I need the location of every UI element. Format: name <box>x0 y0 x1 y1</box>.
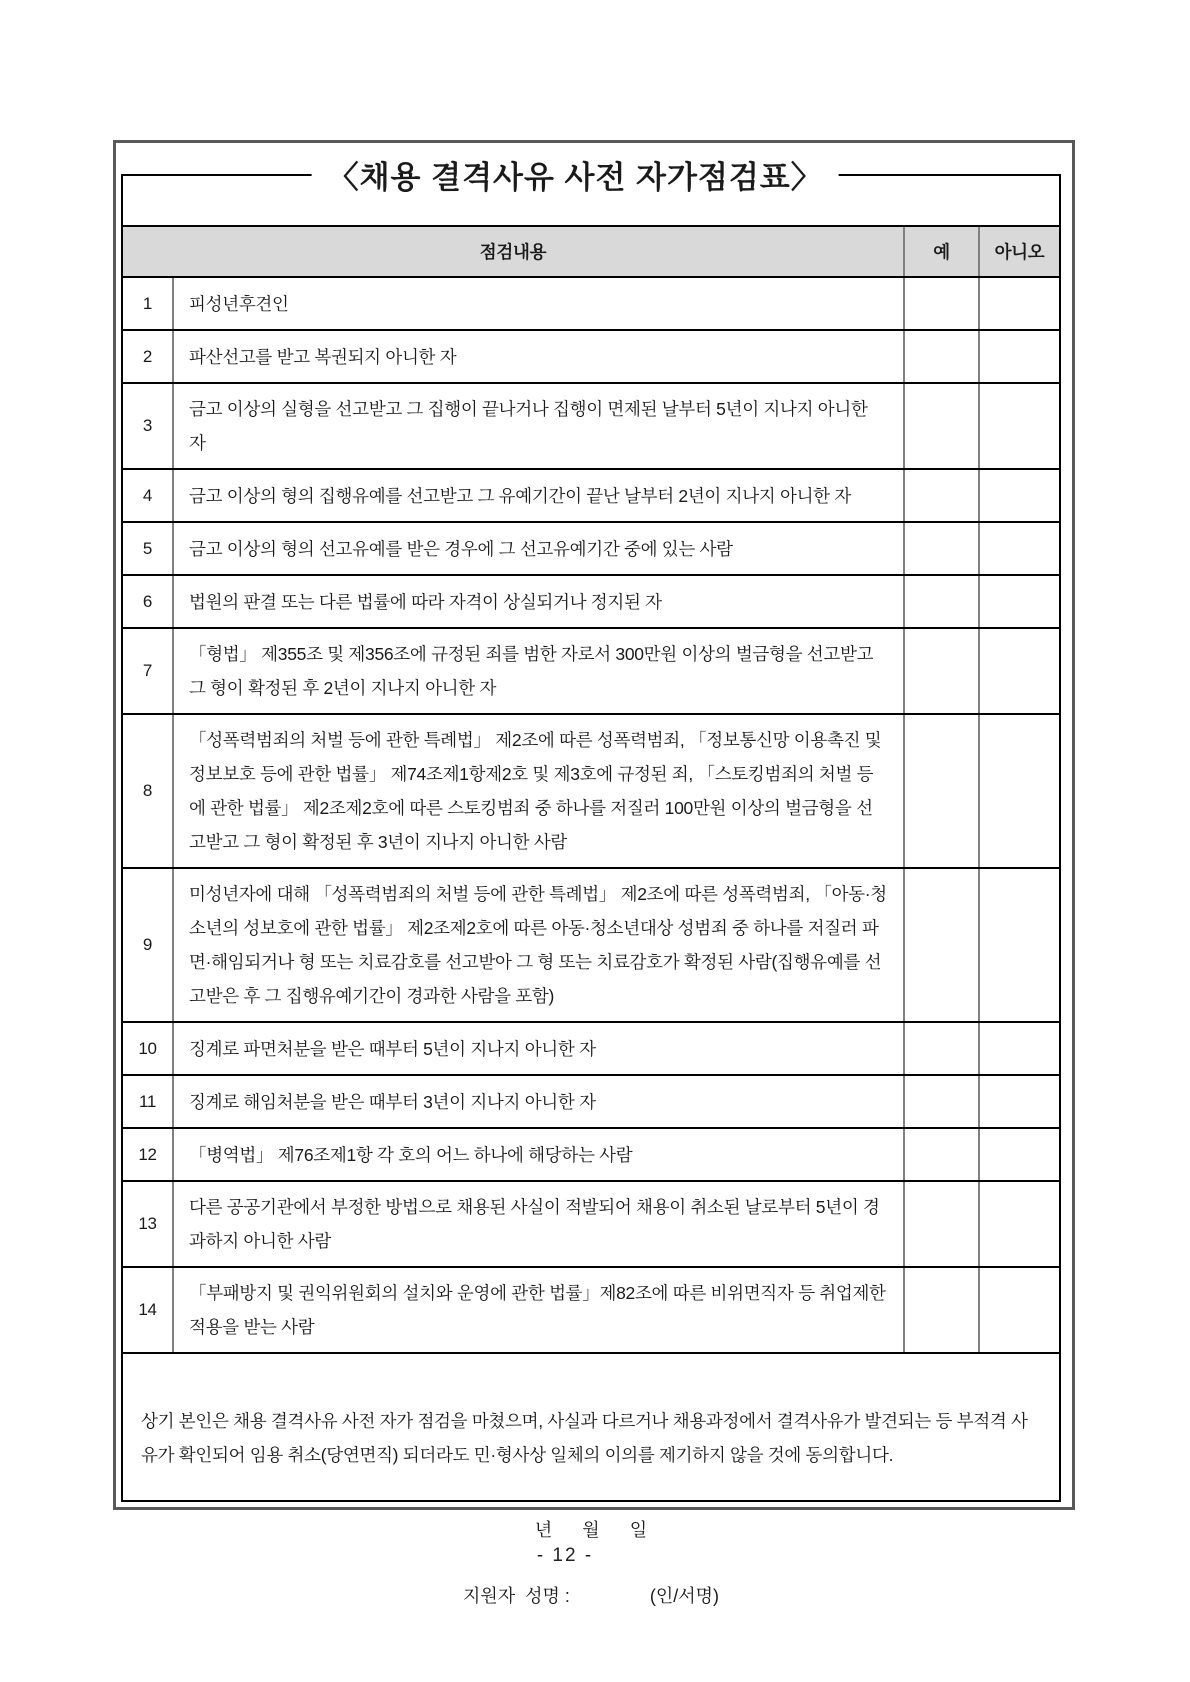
row-content-text: 금고 이상의 형의 선고유예를 받은 경우에 그 선고유예기간 중에 있는 사람 <box>189 538 733 559</box>
row-content-text: 미성년자에 대해 「성폭력범죄의 처벌 등에 관한 특례법」 제2조에 따른 성폭력범죄, 「아동·청소년의 성보호에 관한 법률」 제2조제2호에 따른 아동·청소년대상 성범죄 중 하나를 저질러 파면·해임되거나 형 또는 치료감호를 선고받아 그 형 또는 치료감호가 확정된 사람(집행유예를 선고받은 후 그 집행유예기간이 경과한 사람을 포함) <box>189 884 887 1006</box>
header-no: 아니오 <box>978 227 1059 276</box>
yes-answer-cell[interactable] <box>903 715 978 867</box>
no-answer-cell[interactable] <box>978 576 1059 627</box>
header-yes: 예 <box>903 227 978 276</box>
table-row <box>123 867 1059 1021</box>
date-line: 년 월 일 <box>534 1520 648 1540</box>
row-content-text: 금고 이상의 형의 집행유예를 선고받고 그 유예기간이 끝난 날부터 2년이 지나지 아니한 자 <box>189 485 851 506</box>
no-answer-cell[interactable] <box>978 278 1059 329</box>
row-number: 4 <box>142 485 153 505</box>
row-number: 1 <box>142 293 153 313</box>
row-number: 5 <box>142 538 153 558</box>
outer-border-box <box>113 140 1075 1606</box>
no-answer-cell[interactable] <box>978 1182 1059 1266</box>
row-content-text: 「부패방지 및 권익위원회의 설치와 운영에 관한 법률」제82조에 따른 비위면직자 등 취업제한 적용을 받는 사람 <box>189 1283 886 1337</box>
no-answer-cell[interactable] <box>978 715 1059 867</box>
row-number: 8 <box>142 781 153 800</box>
row-number: 14 <box>138 1300 157 1319</box>
table-row <box>123 1127 1059 1180</box>
yes-answer-cell[interactable] <box>903 1023 978 1074</box>
table-row <box>123 1021 1059 1074</box>
row-content <box>172 869 903 1021</box>
row-content <box>172 1023 903 1074</box>
row-content-text: 징계로 해임처분을 받은 때부터 3년이 지나지 아니한 자 <box>189 1091 596 1112</box>
yes-answer-cell[interactable] <box>903 576 978 627</box>
no-answer-cell[interactable] <box>978 331 1059 382</box>
row-number: 6 <box>142 591 153 611</box>
no-answer-cell[interactable] <box>978 384 1059 468</box>
table-row <box>123 468 1059 521</box>
yes-answer-cell[interactable] <box>903 278 978 329</box>
form-box <box>121 160 1061 1606</box>
yes-answer-cell[interactable] <box>903 384 978 468</box>
row-number: 9 <box>142 935 153 954</box>
no-answer-cell[interactable] <box>978 1129 1059 1180</box>
row-content <box>172 629 903 713</box>
row-content <box>172 470 903 521</box>
no-answer-cell[interactable] <box>978 869 1059 1021</box>
row-number: 13 <box>138 1214 157 1233</box>
row-content <box>172 523 903 574</box>
row-content-text: 「병역법」 제76조제1항 각 호의 어느 하나에 해당하는 사람 <box>189 1144 633 1165</box>
row-content-text: 법원의 판결 또는 다른 법률에 따라 자격이 상실되거나 정지된 자 <box>189 591 662 612</box>
yes-answer-cell[interactable] <box>903 1076 978 1127</box>
row-content-text: 「형법」 제355조 및 제356조에 규정된 죄를 범한 자로서 300만원 이상의 벌금형을 선고받고 그 형이 확정된 후 2년이 지나지 아니한 자 <box>189 644 874 698</box>
row-content-text: 금고 이상의 실형을 선고받고 그 집행이 끝나거나 집행이 면제된 날부터 5년이 지나지 아니한 자 <box>189 399 868 453</box>
no-answer-cell[interactable] <box>978 1076 1059 1127</box>
row-number: 7 <box>142 661 153 680</box>
row-content <box>172 1268 903 1352</box>
yes-answer-cell[interactable] <box>903 1129 978 1180</box>
no-answer-cell[interactable] <box>978 523 1059 574</box>
no-answer-cell[interactable] <box>978 1268 1059 1352</box>
row-content-text: 피성년후견인 <box>189 293 289 314</box>
yes-answer-cell[interactable] <box>903 470 978 521</box>
signature-line: 지원자 성명 : (인/서명) <box>462 1586 720 1606</box>
row-content <box>172 1076 903 1127</box>
no-answer-cell[interactable] <box>978 1023 1059 1074</box>
table-row <box>123 627 1059 713</box>
row-content-text: 「성폭력범죄의 처벌 등에 관한 특례법」 제2조에 따른 성폭력범죄, 「정보통신망 이용촉진 및 정보보호 등에 관한 법률」 제74조제1항제2호 및 제3호에 규정된 죄, 「스토킹범죄의 처벌 등에 관한 법률」 제2조제2호에 따른 스토킹범죄 중 하나를 저질러 100만원 이상의 벌금형을 선고받고 그 형이 확정된 후 3년이 지나지 아니한 사람 <box>189 730 882 852</box>
row-number: 3 <box>142 416 153 435</box>
yes-answer-cell[interactable] <box>903 629 978 713</box>
yes-answer-cell[interactable] <box>903 523 978 574</box>
page-title: 〈채용 결격사유 사전 자가점검표〉 <box>312 152 839 197</box>
row-content <box>172 384 903 468</box>
table-header-row <box>123 225 1059 276</box>
row-number: 12 <box>138 1144 157 1164</box>
row-content <box>172 1129 903 1180</box>
no-answer-cell[interactable] <box>978 629 1059 713</box>
row-content <box>172 576 903 627</box>
table-row <box>123 1266 1059 1352</box>
row-content <box>172 715 903 867</box>
checklist-table <box>123 225 1059 1354</box>
table-row <box>123 1074 1059 1127</box>
table-row <box>123 521 1059 574</box>
table-row <box>123 1180 1059 1266</box>
row-content <box>172 1182 903 1266</box>
row-content <box>172 331 903 382</box>
agreement-text: 상기 본인은 채용 결격사유 사전 자가 점검을 마쳤으며, 사실과 다르거나 채용과정에서 결격사유가 발견되는 등 부적격 사유가 확인되어 임용 취소(당연면직) 되더라도 민·형사상 일체의 이의를 제기하지 않을 것에 동의합니다. <box>141 1411 1028 1465</box>
row-content-text: 징계로 파면처분을 받은 때부터 5년이 지나지 아니한 자 <box>189 1038 596 1059</box>
yes-answer-cell[interactable] <box>903 1182 978 1266</box>
table-row <box>123 713 1059 867</box>
header-content: 점검내용 <box>479 242 547 262</box>
row-content <box>172 278 903 329</box>
row-number: 11 <box>138 1091 157 1111</box>
table-row <box>123 574 1059 627</box>
row-content-text: 파산선고를 받고 복권되지 아니한 자 <box>189 346 457 367</box>
row-number: 2 <box>142 346 153 366</box>
row-content-text: 다른 공공기관에서 부정한 방법으로 채용된 사실이 적발되어 채용이 취소된 날로부터 5년이 경과하지 아니한 사람 <box>189 1197 880 1251</box>
yes-answer-cell[interactable] <box>903 1268 978 1352</box>
yes-answer-cell[interactable] <box>903 331 978 382</box>
table-row <box>123 329 1059 382</box>
no-answer-cell[interactable] <box>978 470 1059 521</box>
row-number: 10 <box>138 1038 157 1058</box>
table-row <box>123 276 1059 329</box>
yes-answer-cell[interactable] <box>903 869 978 1021</box>
table-row <box>123 382 1059 468</box>
page-number: - 12 - <box>536 1545 594 1566</box>
